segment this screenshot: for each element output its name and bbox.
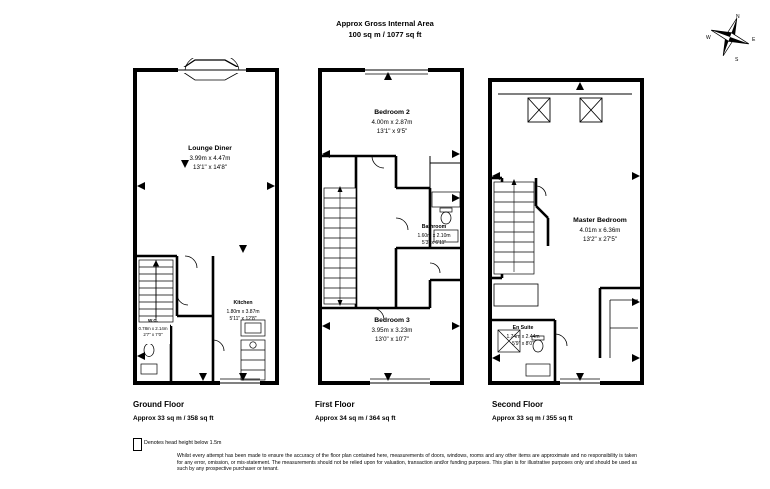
disclaimer-text: Whilst every attempt has been made to ensure the accuracy of the floor plan contained here, measurements of doors, windows, rooms and any other items are approximate and no responsibility is taken for any error, omission, or mis-statement. The measurements should not be relied upon for valuation, transaction and/or funding purposes. This plan is for illustrative purposes only and should be used as such by any prospective purchaser or tenant. bbox=[177, 453, 637, 473]
plan-title bbox=[0, 18, 770, 40]
first-floor-caption: First Floor bbox=[315, 400, 355, 409]
room-label-bedroom-3: Bedroom 3 3.95m x 3.23m 13'0" x 10'7" bbox=[371, 317, 413, 343]
plan-title-line2: 100 sq m / 1077 sq ft bbox=[348, 30, 422, 39]
compass-label-w: W bbox=[706, 35, 711, 41]
plan-title-line1: Approx Gross Internal Area bbox=[336, 19, 434, 28]
ground-floor-plan bbox=[125, 58, 290, 393]
room-label-en-suite: En Suite 1.74m x 2.44m 5'9" x 8'0" bbox=[506, 325, 540, 347]
first-floor-area: Approx 34 sq m / 364 sq ft bbox=[315, 415, 396, 422]
room-label-bathroom: Bathroom 1.60m x 2.10m 5'3" x 6'11" bbox=[417, 224, 451, 246]
second-floor-caption: Second Floor bbox=[492, 400, 544, 409]
room-label-master-bedroom: Master Bedroom 4.01m x 6.36m 13'2" x 27'5" bbox=[573, 217, 627, 243]
compass-rose bbox=[700, 8, 760, 66]
room-label-wc: W.C. 0.78m x 2.14m 2'7" x 7'0" bbox=[138, 318, 168, 337]
room-label-bedroom-2: Bedroom 2 4.00m x 2.87m 13'1" x 9'5" bbox=[371, 109, 413, 135]
footer bbox=[133, 438, 637, 473]
ground-floor-caption: Ground Floor bbox=[133, 400, 185, 409]
second-floor-area: Approx 33 sq m / 355 sq ft bbox=[492, 415, 573, 422]
first-floor-plan bbox=[310, 58, 475, 393]
compass-label-n: N bbox=[736, 14, 740, 20]
legend bbox=[133, 438, 633, 452]
ground-floor-area: Approx 33 sq m / 358 sq ft bbox=[133, 415, 214, 422]
room-label-kitchen: Kitchen 1.80m x 3.87m 5'11" x 12'8" bbox=[226, 300, 260, 322]
compass-label-s: S bbox=[735, 57, 739, 63]
second-floor-plan bbox=[480, 58, 655, 393]
legend-label: Denotes head height below 1.5m bbox=[144, 440, 222, 446]
head-height-swatch bbox=[133, 438, 142, 451]
room-label-lounge-diner: Lounge Diner 3.99m x 4.47m 13'1" x 14'8" bbox=[188, 145, 232, 171]
compass-label-e: E bbox=[752, 37, 756, 43]
